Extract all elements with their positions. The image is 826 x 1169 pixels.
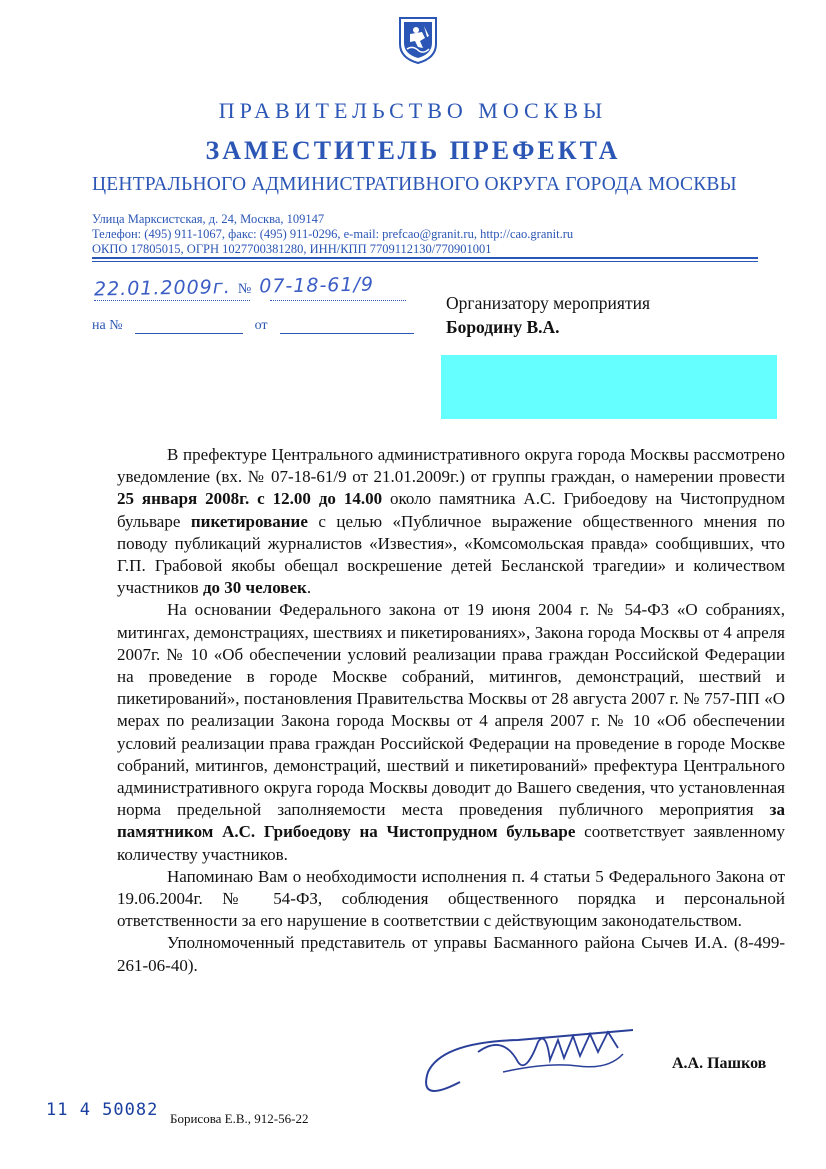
letterhead-codes: ОКПО 17805015, ОГРН 1027700381280, ИНН/КПП 7709112130/770901001 [92, 242, 492, 256]
signer-name: А.А. Пашков [672, 1055, 767, 1072]
text-run: Уполномоченный представитель от управы Басманного района Сычев И.А. (8-499-261-06-40). [117, 933, 785, 975]
executor-contact: Борисова Е.В., 912-56-22 [170, 1111, 309, 1126]
outgoing-date: 22.01.2009г. [93, 276, 232, 301]
reply-reference-row [92, 316, 414, 334]
paragraph-notification [117, 444, 785, 599]
text-run: . [306, 578, 312, 598]
outgoing-number: 07-18-61/9 [259, 273, 375, 298]
bold-run: за памятником А.С. Грибоедову на Чистопрудном бульваре [117, 800, 785, 842]
number-underline [270, 300, 406, 301]
text-run: соответствует заявленному количеству участников. [117, 822, 785, 864]
text-run: В префектуре Центрального административного округа города Москвы рассмотрено уведомление (вх. № 07-18-61/9 от 21.01.2009г.) от группы граждан, о намерении провести [117, 445, 785, 487]
reply-from-label: от [254, 318, 268, 333]
signature-icon [408, 1012, 648, 1107]
letterhead-divider-thin [92, 261, 758, 262]
paragraph-legal-basis [117, 599, 785, 865]
recipient-name: Бородину В.А. [446, 317, 560, 337]
text-run: около памятника А.С. Грибоедову на Чистопрудном бульваре [117, 489, 785, 531]
letterhead-government: ПРАВИТЕЛЬСТВО МОСКВЫ [218, 98, 608, 123]
letterhead-address: Улица Марксистская, д. 24, Москва, 109147 [92, 212, 325, 226]
moscow-coat-of-arms-icon [398, 14, 438, 64]
redaction-box [441, 355, 777, 419]
reply-no-label: на № [92, 318, 123, 333]
outgoing-date-number [94, 274, 374, 301]
letterhead-deputy-prefect: ЗАМЕСТИТЕЛЬ ПРЕФЕКТА [205, 136, 621, 165]
letterhead-district: ЦЕНТРАЛЬНОГО АДМИНИСТРАТИВНОГО ОКРУГА ГОРОДА МОСКВЫ [92, 174, 737, 195]
bold-run: пикетирование [190, 511, 308, 531]
bold-run: до 30 человек [202, 578, 307, 598]
outgoing-no-label: № [237, 281, 253, 297]
date-underline [94, 300, 250, 301]
paragraph-representative [117, 932, 785, 976]
paragraph-reminder [117, 866, 785, 933]
text-run: с целью «Публичное выражение общественного мнения по поводу публикаций журналистов «Известия», «Комсомольская правда» сообщивших, что Г.П. Грабовой якобы обещал воскрешение детей Бесланской трагедии» и количеством участников [117, 511, 785, 598]
letterhead-divider [92, 257, 758, 259]
text-run: На основании Федерального закона от 19 июня 2004 г. № 54-ФЗ «О собраниях, митингах, демонстрациях, шествиях и пикетированиях», Закона города Москвы от 4 апреля 2007г. № 10 «Об обеспечении условий реализации права граждан Российской Федерации на проведение в городе Москве собраний, митингов, демонстраций, шествий и пикетирований», постановления Правительства Москвы от 28 августа 2007 г. № 757-ПП «О мерах по реализации Закона города Москвы от 4 апреля 2007 г. № 10 «Об обеспечении условий реализации права граждан Российской Федерации на проведение в городе Москве собраний, митингов, демонстраций, шествий и пикетирований» префектура Центрального административного округа города Москвы доводит до Вашего сведения, что установленная норма предельной заполняемости места проведения публичного мероприятия [117, 600, 785, 820]
registration-stamp: 11 4 50082 [46, 1100, 159, 1120]
letter-body [117, 444, 785, 977]
reply-number-blank [135, 333, 243, 334]
text-run: Напоминаю Вам о необходимости исполнения п. 4 статьи 5 Федерального Закона от 19.06.2004г. № 54-ФЗ, соблюдения общественного порядка и персональной ответственности за его нарушение в соответствии с действующим законодательством. [117, 866, 785, 931]
letterhead-contacts: Телефон: (495) 911-1067, факс: (495) 911-0296, e-mail: prefcao@granit.ru, http://cao.granit.ru [92, 227, 574, 241]
recipient-title: Организатору мероприятия [446, 293, 651, 313]
reply-date-blank [280, 333, 414, 334]
bold-run: 25 января 2008г. с 12.00 до 14.00 [117, 489, 383, 509]
